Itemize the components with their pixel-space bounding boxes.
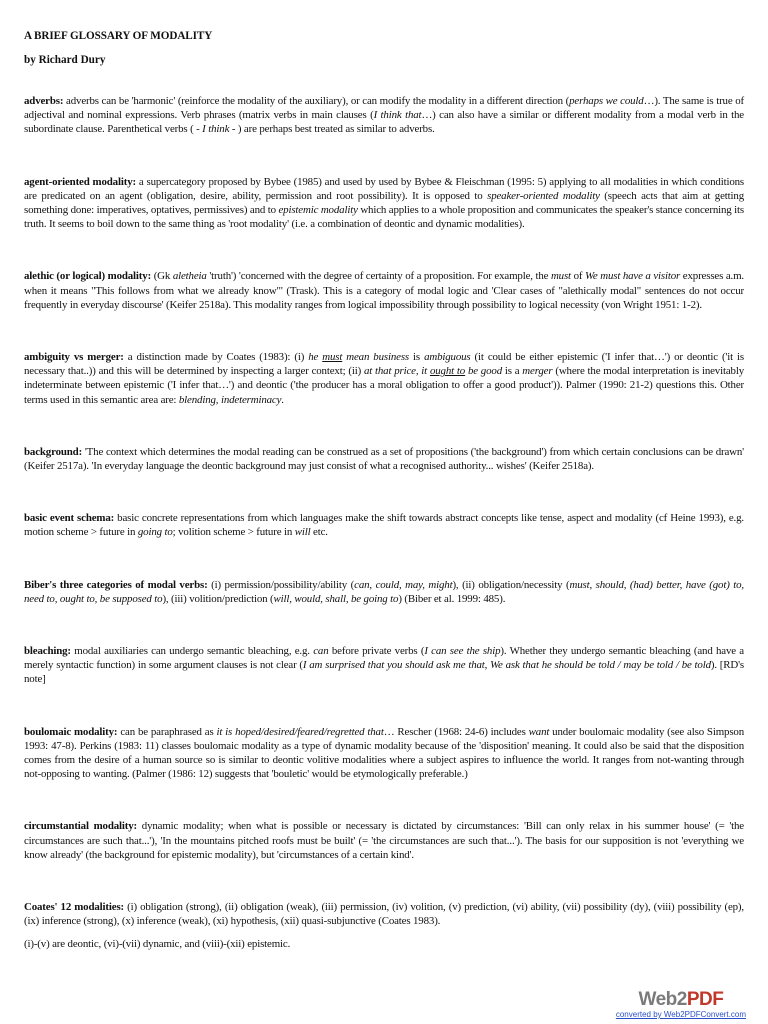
body-text: … Rescher (1968: 24-6) includes xyxy=(383,725,529,738)
document-title: A BRIEF GLOSSARY OF MODALITY xyxy=(24,30,213,42)
entry-basic-event-schema xyxy=(24,511,744,539)
italic-text: epistemic modality xyxy=(278,204,358,217)
body-text: adverbs can be 'harmonic' (reinforce the modality of the auxiliary), or can modify the modality in a different direction ( xyxy=(63,95,570,107)
italic-text: I am surprised that you should ask me that xyxy=(302,659,485,672)
italic-text: blending, indeterminacy xyxy=(178,393,282,406)
body-text: …). The same is true of adjectival and nominal expressions. Verb phrases (matrix verbs in main clauses ( xyxy=(24,95,744,122)
body-text: is xyxy=(409,351,425,364)
italic-text: must, should, (had) better, have (got) to, need to, ought to, be supposed to xyxy=(24,578,745,605)
body-text: ; volition scheme > future in xyxy=(172,526,295,539)
underlined-italic-text: ought to xyxy=(429,365,466,378)
italic-text: aletheia xyxy=(172,270,207,283)
glossary-term: adverbs: xyxy=(24,95,64,107)
body-text: basic concrete representations from which languages make the shift towards abstract concepts like tense, aspect and modality (cf Heine 1993), e.g. motion scheme > future in xyxy=(24,512,744,539)
entry-ambiguity-vs-merger xyxy=(24,350,744,407)
entry-alethic-modality xyxy=(24,269,744,312)
glossary-term: basic event schema: xyxy=(24,512,115,525)
italic-text: can, could, may, might xyxy=(354,578,453,591)
body-text: …) can also have a similar or different modality from a modal verb in the subordinate clause. Parenthetical verbs ( - xyxy=(24,109,744,136)
body-text: before private verbs ( xyxy=(328,645,425,658)
body-text: (i)-(v) are deontic, (vi)-(vii) dynamic, and (viii)-(xii) epistemic. xyxy=(24,937,291,950)
body-text: modal auxiliaries can undergo semantic bleaching, e.g. xyxy=(70,645,314,658)
italic-text: it is hoped/desired/feared/regretted that xyxy=(216,725,384,738)
web2pdf-logo xyxy=(616,990,746,1010)
body-text: (i) obligation (strong), (ii) obligation (weak), (iii) permission, (iv) volition, (v) prediction, (vi) ability, (vii) possibility (dy), (viii) possibility (ep), (ix) inference (strong), (x) inference (weak), (xi) hypothesis, (xii) quasi-subjunctive (Coates 1983). xyxy=(24,901,744,928)
body-text: dynamic modality; when what is possible or necessary is dictated by circumstances: 'Bill can only relax in his summer house' (= 'the circumstances are such that...'), 'In the mountains pitched roofs must be built' (= 'the circumstances are such that...'). The basis for our supposition is not 'everything we know already' (the background for epistemic modality), but 'circumstances of a certain kind'. xyxy=(24,820,744,861)
glossary-term: Biber's three categories of modal verbs: xyxy=(24,578,208,591)
italic-text: I think xyxy=(202,123,230,136)
italic-text: he xyxy=(308,351,323,364)
italic-text: mean business xyxy=(342,351,410,364)
body-text: under boulomaic modality (see also Simpson 1993: 47-8). Perkins (1983: 11) classes boulomaic modality as a type of dynamic modality because of the 'disposition' meaning. It could also be said that the disposition comes from the desire of a human source so is similar to deontic volitive modalities where a subject aspires to influence the world. It ranges from not-wanting through not-opposing to wanting. (Palmer (1986: 12) suggests that 'bouletic' would be etymologically preferable.) xyxy=(24,725,745,781)
entry-coates-note xyxy=(24,937,744,951)
body-text: is a xyxy=(502,365,523,378)
body-text: ), (iii) volition/prediction ( xyxy=(162,592,274,605)
body-text: (where the modal interpretation is inevitably indeterminate between epistemic ('I infer that…') and deontic ('the producer has a moral obligation to offer a good product')). Palmer (1990: 21-2) questions this. Other terms used in this semantic area are: xyxy=(24,365,744,406)
body-text: 'The context which determines the modal reading can be construed as a set of propositions ('the background') from which certain conclusions can be drawn' (Keifer 2517a). 'In everyday language the deontic background may just consist of what a recognised authority... wishes' (Keifer 2518a). xyxy=(24,445,744,473)
glossary-term: agent-oriented modality: xyxy=(24,175,136,188)
italic-text: We must have a visitor xyxy=(584,270,681,283)
body-text: ). Whether they undergo semantic bleaching (and have a merely syntactic function) in some argument clauses is not clear ( xyxy=(24,645,744,672)
body-text: ). [RD's note] xyxy=(24,659,745,686)
body-text: ), (ii) obligation/necessity ( xyxy=(452,578,570,591)
italic-text: at that price, it xyxy=(363,365,430,378)
italic-text: will xyxy=(294,526,311,539)
italic-text: want xyxy=(528,725,550,738)
web2pdf-footer xyxy=(616,990,746,1019)
body-text: - ) are perhaps best treated as similar to adverbs. xyxy=(229,123,435,136)
glossary-term: boulomaic modality: xyxy=(24,725,118,738)
body-text: a supercategory proposed by Bybee (1985) and used by used by Bybee & Fleischman (1995: 5) applying to all modalities in which conditions are predicated on an agent (obligation, desire, ability, permission and root possibility). It is opposed to xyxy=(24,175,745,202)
italic-text: speaker-oriented modality xyxy=(487,189,600,202)
italic-text: merger xyxy=(522,365,553,378)
italic-text: We ask that he should be told / may be told / be told xyxy=(490,659,711,672)
body-text: a distinction made by Coates (1983): (i) xyxy=(123,351,309,364)
italic-text: ambiguous xyxy=(424,351,471,364)
entry-coates-modalities xyxy=(24,900,744,928)
glossary-term: alethic (or logical) modality: xyxy=(24,270,152,283)
entry-agent-oriented-modality xyxy=(24,175,744,232)
glossary-term: circumstantial modality: xyxy=(24,820,138,833)
italic-text: going to xyxy=(137,526,173,539)
italic-text: perhaps we could xyxy=(569,95,644,107)
italic-text: can xyxy=(313,645,329,658)
underlined-italic-text: must xyxy=(322,351,343,364)
body-text: expresses a.m. when it means "This follows from what we already know"' (Trask). This is a category of modal logic and 'Clear cases of "alethically modal" sentences do not occur frequently in everyday discourse' (Keifer 2518a). This modality ranges from logical impossibility through possibility to logical necessity (von Wright 1951: 1-2). xyxy=(24,270,744,311)
glossary-term: Coates' 12 modalities: xyxy=(24,901,125,914)
body-text: of xyxy=(570,270,585,283)
body-text: can be paraphrased as xyxy=(117,725,217,738)
logo-part-web2: Web2 xyxy=(638,989,687,1010)
body-text: (it could be either epistemic ('I infer that…') or deontic ('it is necessary that..)) and this will be determined by inspecting a larger context; (ii) xyxy=(24,351,745,378)
italic-text: will, would, shall, be going to xyxy=(273,592,399,605)
body-text: (i) permission/possibility/ability ( xyxy=(207,578,355,591)
entry-bleaching xyxy=(24,644,744,687)
body-text: . xyxy=(281,393,284,406)
body-text: 'truth') 'concerned with the degree of certainty of a proposition. For example, the xyxy=(206,270,551,283)
document-page xyxy=(24,30,744,951)
glossary-term: ambiguity vs merger: xyxy=(24,351,124,364)
italic-text: I think that xyxy=(373,109,422,122)
body-text: ) (Biber et al. 1999: 485). xyxy=(398,592,506,605)
body-text: etc. xyxy=(310,526,328,539)
italic-text: be good xyxy=(465,365,502,378)
italic-text: must xyxy=(550,270,571,283)
body-text: , xyxy=(484,659,491,672)
body-text: (Gk xyxy=(151,270,173,283)
entry-boulomaic-modality xyxy=(24,725,744,782)
entry-adverbs xyxy=(24,94,744,137)
body-text: (speech acts that aim at getting something done: imperatives, optatives, permissives) and to xyxy=(24,189,745,217)
entry-background xyxy=(24,445,744,473)
document-author: by Richard Dury xyxy=(24,54,106,66)
entry-circumstantial-modality xyxy=(24,819,744,862)
glossary-term: background: xyxy=(24,445,83,458)
italic-text: I can see the ship xyxy=(424,645,501,658)
glossary-term: bleaching: xyxy=(24,645,71,658)
logo-part-pdf: PDF xyxy=(686,989,724,1010)
converted-by-link[interactable]: converted by Web2PDFConvert.com xyxy=(615,1010,746,1019)
entry-biber-categories xyxy=(24,578,744,606)
body-text: which applies to a whole proposition and communicates the speaker's stance concerning its truth. It seems to boil down to the same thing as 'root modality' (i.e. a combination of deontic and dynamic modalities). xyxy=(24,204,744,231)
